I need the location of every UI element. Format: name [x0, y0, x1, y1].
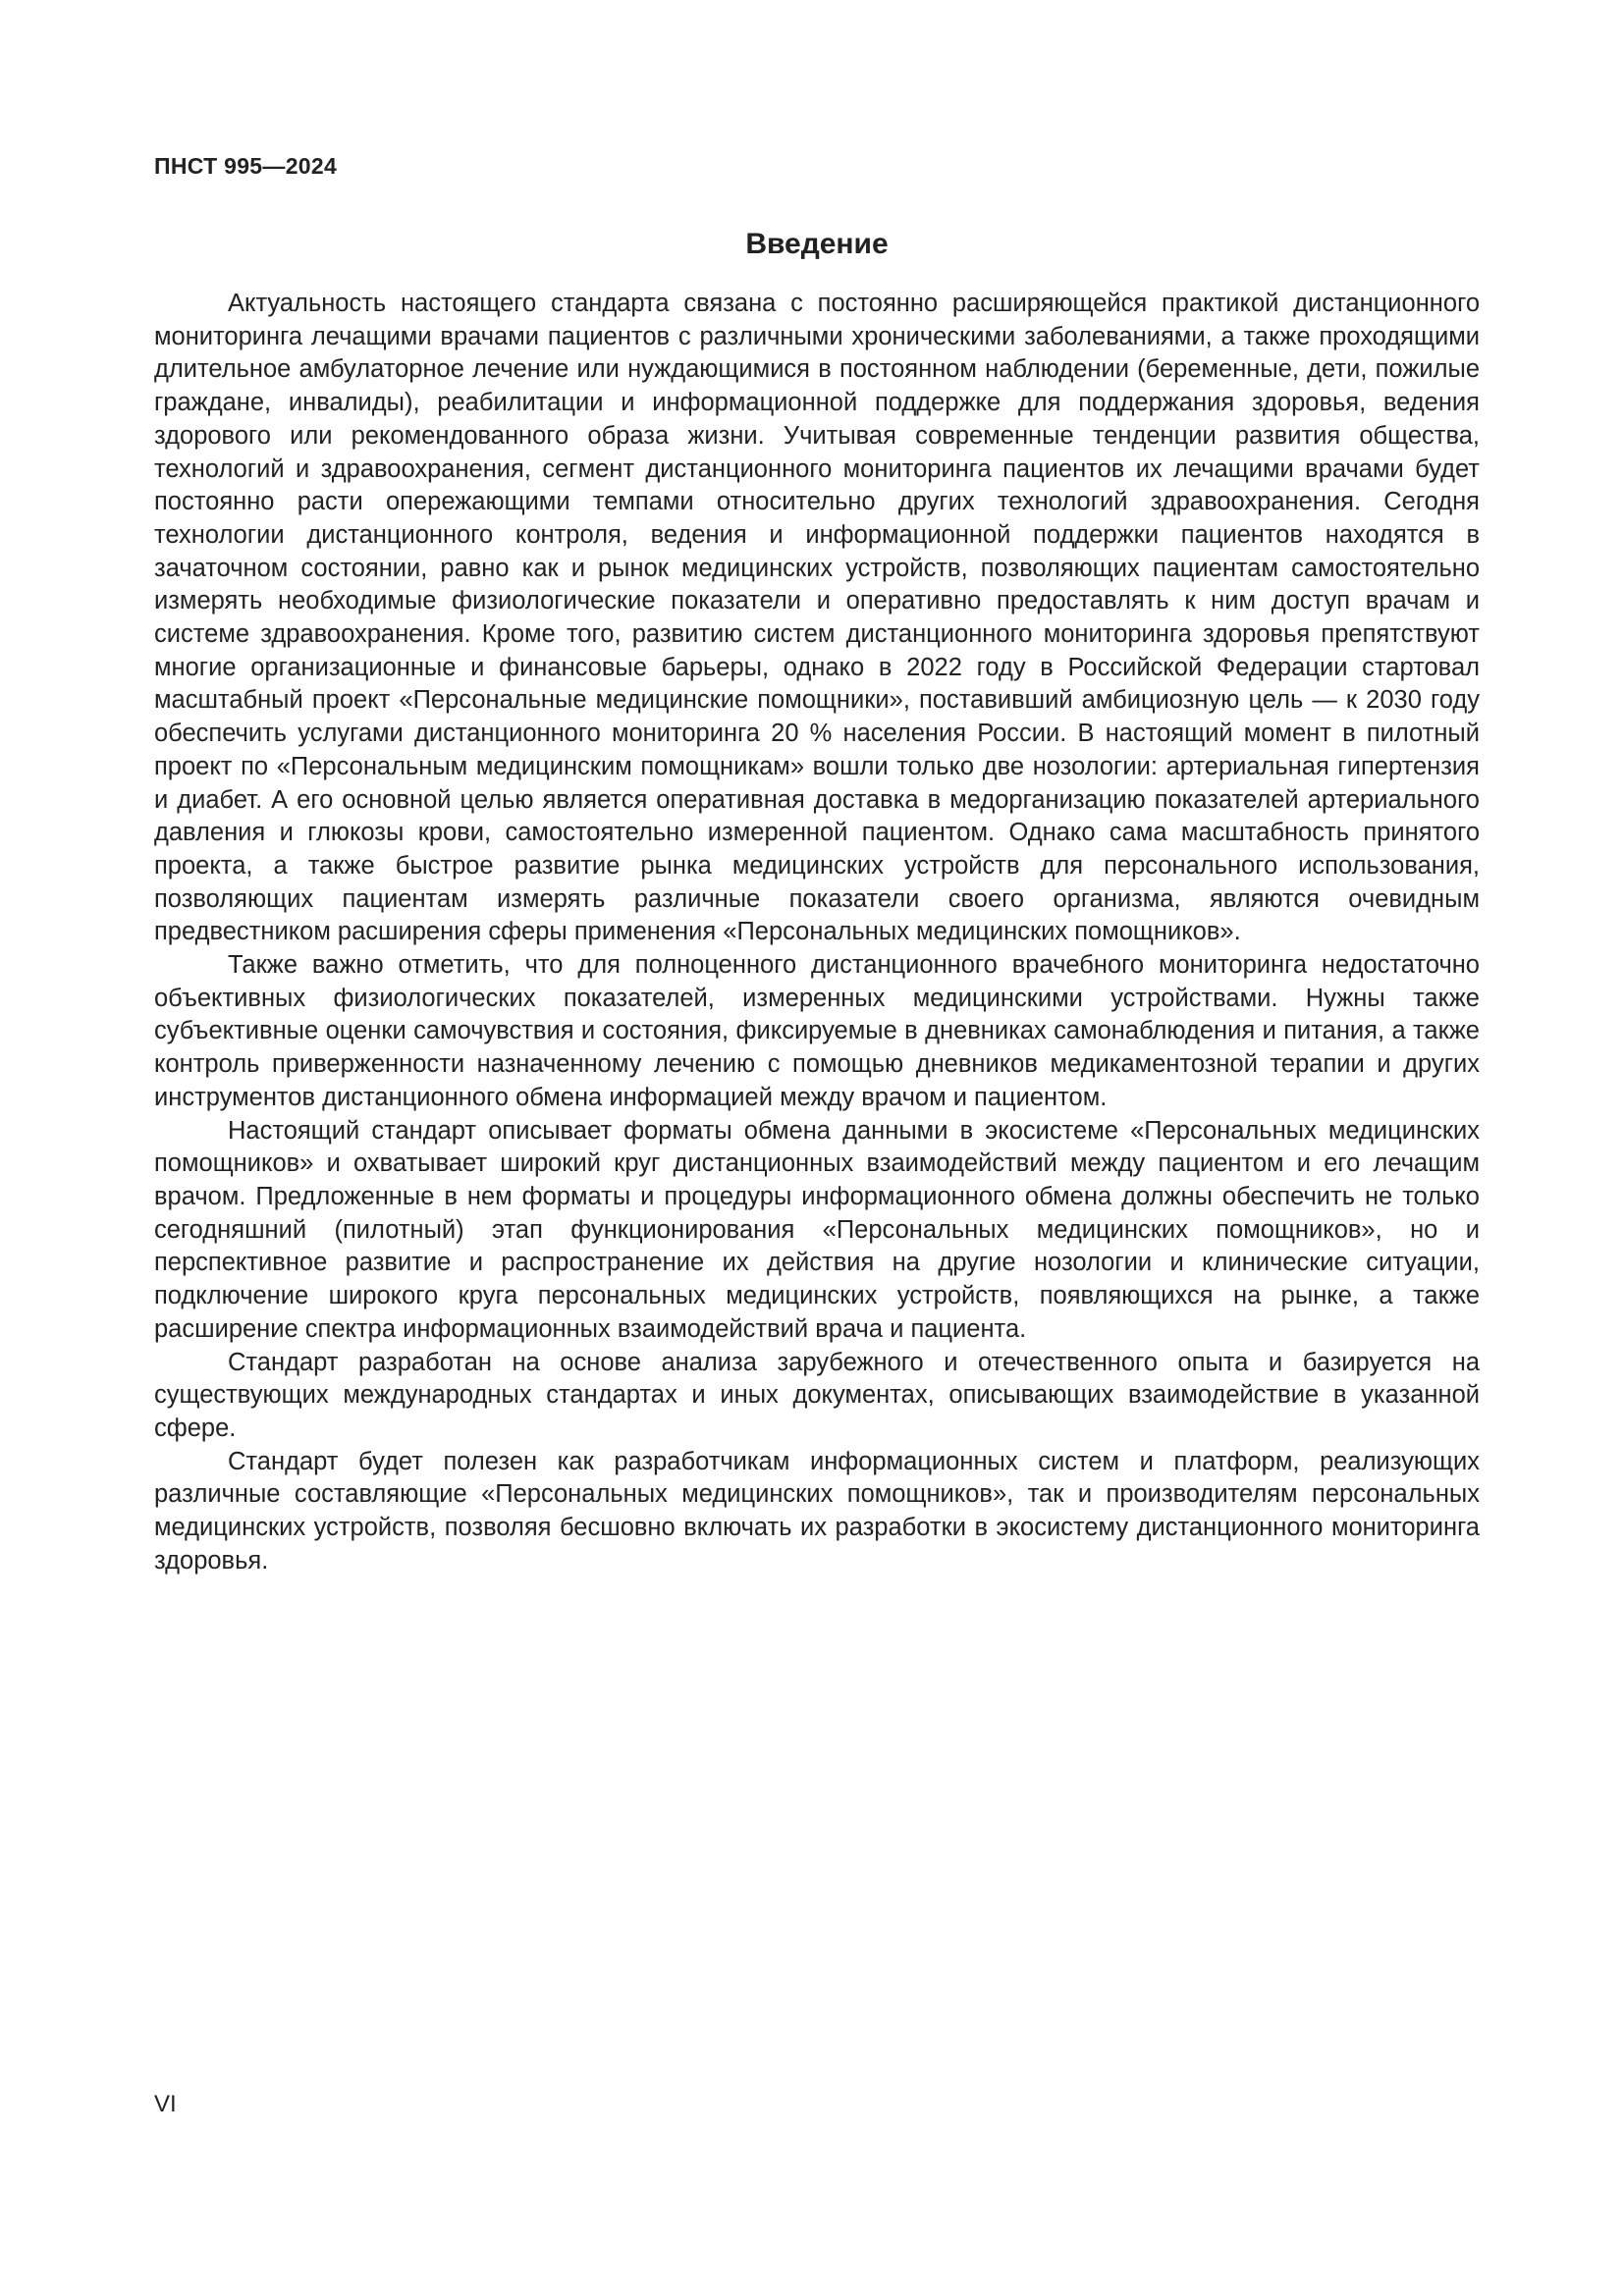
section-body	[154, 288, 1480, 1577]
paragraph: Стандарт будет полезен как разработчикам информационных систем и платформ, реализующих различные составляющие «Персональных медицинских помощников», так и производителям персональных медицинских устройств, позволяя бесшовно включать их разработки в экосистему дистанционного мониторинга здоровья.	[154, 1447, 1480, 1575]
document-code: ПНСТ 995—2024	[154, 153, 338, 179]
paragraph: Актуальность настоящего стандарта связана с постоянно расширяющейся практикой дистанционного мониторинга лечащими врачами пациентов с различными хроническими заболеваниями, а также проходящими длительное амбулаторное лечение или нуждающимися в постоянном наблюдении (беременные, дети, пожилые граждане, инвалиды), реабилитации и информационной поддержке для поддержания здоровья, ведения здорового или рекомендованного образа жизни. Учитывая современные тенденции развития общества, технологий и здравоохранения, сегмент дистанционного мониторинга пациентов их лечащими врачами будет постоянно расти опережающими темпами относительно других технологий здравоохранения. Сегодня технологии дистанционного контроля, ведения и информационной поддержки пациентов находятся в зачаточном состоянии, равно как и рынок медицинских устройств, позволяющих пациентам самостоятельно измерять необходимые физиологические показатели и оперативно предоставлять к ним доступ врачам и системе здравоохранения. Кроме того, развитию систем дистанционного мониторинга здоровья препятствуют многие организационные и финансовые барьеры, однако в 2022 году в Российской Федерации стартовал масштабный проект «Персональные медицинские помощники», поставивший амбициозную цель — к 2030 году обеспечить услугами дистанционного мониторинга 20 % населения России. В настоящий момент в пилотный проект по «Персональным медицинским помощникам» вошли только две нозологии: артериальная гипертензия и диабет. А его основной целью является оперативная доставка в медорганизацию показателей артериального давления и глюкозы крови, самостоятельно измеренной пациентом. Однако сама масштабность принятого проекта, а также быстрое развитие рынка медицинских устройств для персонального использования, позволяющих пациентам измерять различные показатели своего организма, являются очевидным предвестником расширения сферы применения «Персональных медицинских помощников».	[154, 290, 1480, 946]
paragraph: Настоящий стандарт описывает форматы обмена данными в экосистеме «Персональных медицинских помощников» и охватывает широкий круг дистанционных взаимодействий между пациентом и его лечащим врачом. Предложенные в нем форматы и процедуры информационного обмена должны обеспечить не только сегодняшний (пилотный) этап функционирования «Персональных медицинских помощников», но и перспективное развитие и распространение их действия на другие нозологии и клинические ситуации, подключение широкого круга персональных медицинских устройств, появляющихся на рынке, а также расширение спектра информационных взаимодействий врача и пациента.	[154, 1116, 1480, 1343]
section-title: Введение	[745, 228, 889, 260]
paragraph: Также важно отметить, что для полноценного дистанционного врачебного мониторинга недостаточно объективных физиологических показателей, измеренных медицинскими устройствами. Нужны также субъективные оценки самочувствия и состояния, фиксируемые в дневниках самонаблюдения и питания, а также контроль приверженности назначенному лечению с помощью дневников медикаментозной терапии и других инструментов дистанционного обмена информацией между врачом и пациентом.	[154, 951, 1480, 1111]
page-number: VI	[154, 2091, 177, 2117]
paragraph: Стандарт разработан на основе анализа зарубежного и отечественного опыта и базируется на существующих международных стандартах и иных документах, описывающих взаимодействие в указанной сфере.	[154, 1348, 1480, 1442]
